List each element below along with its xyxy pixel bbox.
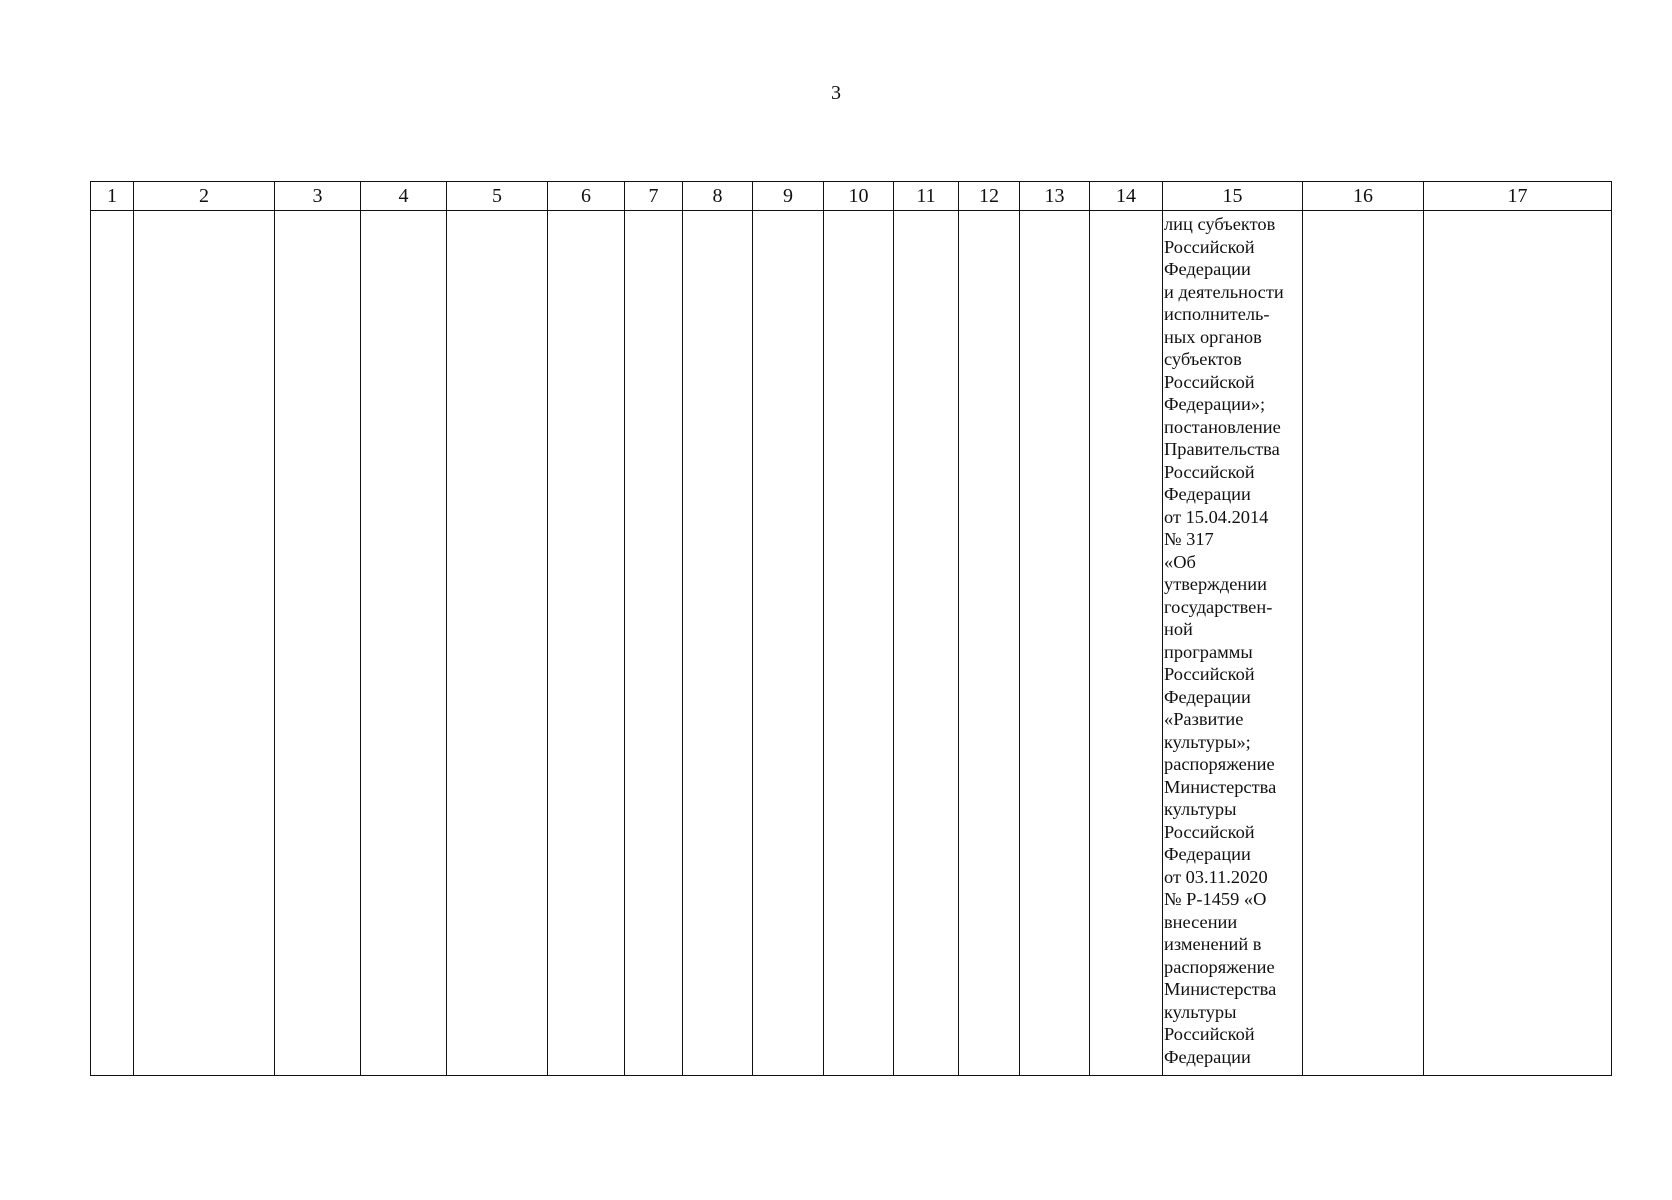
header-row xyxy=(91,182,1612,211)
column-header-12: 12 xyxy=(959,182,1020,211)
text-line: внесении xyxy=(1164,911,1238,932)
column-header-3: 3 xyxy=(275,182,361,211)
table-cell-col-9 xyxy=(753,211,824,1076)
text-line: ных органов xyxy=(1164,326,1262,347)
table-cell-col-15 xyxy=(1163,211,1303,1076)
table-cell-col-6 xyxy=(548,211,625,1076)
table-cell-col-7 xyxy=(625,211,683,1076)
text-line: Федерации xyxy=(1164,484,1251,504)
column-header-14: 14 xyxy=(1090,182,1163,211)
table-cell-col-8 xyxy=(683,211,753,1076)
column-header-6: 6 xyxy=(548,182,625,211)
text-line: распоряжение xyxy=(1164,956,1275,977)
text-line: программы xyxy=(1164,641,1253,662)
text-line: постановление xyxy=(1164,416,1281,437)
text-line: Российской xyxy=(1164,236,1255,257)
table-cell-col-17 xyxy=(1424,211,1612,1076)
text-line: культуры»; xyxy=(1164,731,1251,752)
text-line: № Р-1459 «О xyxy=(1164,889,1267,909)
table-cell-col-10 xyxy=(824,211,894,1076)
column-header-17: 17 xyxy=(1424,182,1612,211)
column-header-10: 10 xyxy=(824,182,894,211)
table-cell-col-5 xyxy=(447,211,548,1076)
text-line: Федерации xyxy=(1164,259,1251,279)
column-header-1: 1 xyxy=(91,182,134,211)
text-line: Федерации»; xyxy=(1164,394,1266,414)
table-cell-col-14 xyxy=(1090,211,1163,1076)
text-line: Российской xyxy=(1164,461,1255,482)
text-line: исполнитель- xyxy=(1164,304,1270,324)
table-cell-col-3 xyxy=(275,211,361,1076)
column-header-4: 4 xyxy=(361,182,447,211)
text-line: «Об xyxy=(1164,551,1196,572)
text-line: и деятельности xyxy=(1164,281,1284,302)
column-header-8: 8 xyxy=(683,182,753,211)
text-line: от 15.04.2014 xyxy=(1164,506,1269,527)
text-line: Министерства xyxy=(1164,979,1277,999)
text-line: Министерства xyxy=(1164,776,1277,797)
text-line: Федерации xyxy=(1164,1046,1251,1067)
text-line: «Развитие xyxy=(1164,709,1244,729)
table-cell-col-2 xyxy=(134,211,275,1076)
text-line: Правительства xyxy=(1164,439,1280,459)
column-header-9: 9 xyxy=(753,182,824,211)
text-line: изменений в xyxy=(1164,934,1262,954)
text-line: государствен- xyxy=(1164,596,1273,617)
text-line: № 317 xyxy=(1164,529,1214,549)
column-header-13: 13 xyxy=(1020,182,1090,211)
text-line: от 03.11.2020 xyxy=(1164,866,1268,887)
text-line: культуры xyxy=(1164,1001,1237,1022)
column-header-7: 7 xyxy=(625,182,683,211)
text-line: Федерации xyxy=(1164,844,1251,864)
table-cell-col-1 xyxy=(91,211,134,1076)
page-number: 3 xyxy=(831,82,841,104)
text-line: Российской xyxy=(1164,664,1255,684)
text-line: Российской xyxy=(1164,821,1255,842)
text-line: ной xyxy=(1164,619,1193,639)
column-header-2: 2 xyxy=(134,182,275,211)
text-line: лиц субъектов xyxy=(1164,214,1276,234)
table-cell-col-11 xyxy=(894,211,959,1076)
table-cell-col-13 xyxy=(1020,211,1090,1076)
table-cell-col-16 xyxy=(1303,211,1424,1076)
text-line: субъектов xyxy=(1164,349,1242,369)
text-line: культуры xyxy=(1164,799,1237,819)
document-table xyxy=(90,181,1612,1076)
text-line: утверждении xyxy=(1164,574,1267,594)
table-cell-col-12 xyxy=(959,211,1020,1076)
legal-basis-text xyxy=(1163,211,1302,1068)
text-line: Российской xyxy=(1164,371,1255,392)
text-line: распоряжение xyxy=(1164,754,1275,774)
text-line: Федерации xyxy=(1164,686,1251,707)
text-line: Российской xyxy=(1164,1024,1255,1044)
column-header-5: 5 xyxy=(447,182,548,211)
column-header-11: 11 xyxy=(894,182,959,211)
table-row xyxy=(91,211,1612,1076)
table-cell-col-4 xyxy=(361,211,447,1076)
column-header-16: 16 xyxy=(1303,182,1424,211)
column-header-15: 15 xyxy=(1163,182,1303,211)
